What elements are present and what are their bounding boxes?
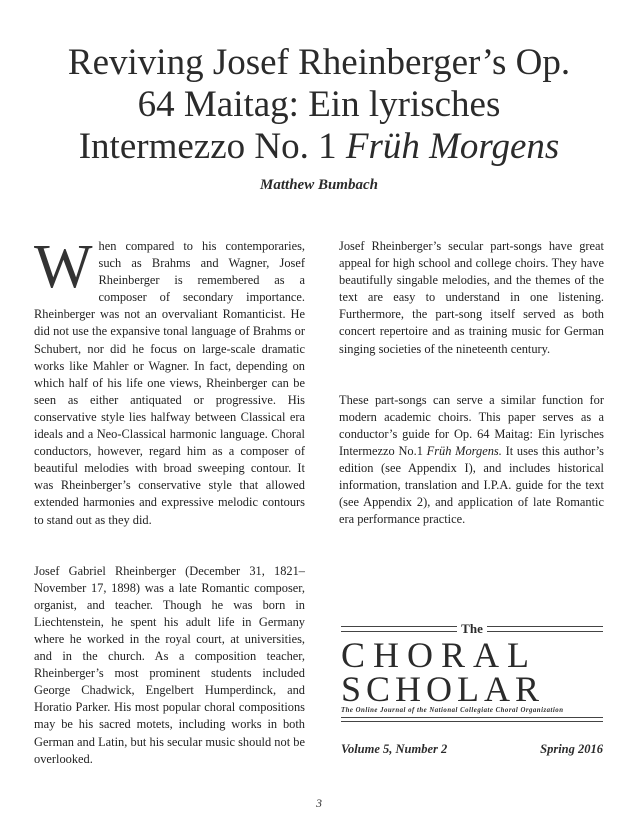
title-line-2: 64 Maitag: Ein lyrisches (137, 84, 501, 125)
author-name: Matthew Bumbach (260, 177, 378, 193)
issue-volume: Volume 5, Number 2 (341, 742, 448, 756)
drop-cap: W (34, 233, 93, 301)
right-column (339, 238, 604, 528)
logo-rule-left (341, 626, 457, 632)
logo-subtitle: The Online Journal of the National Collegiate Choral Organization (341, 707, 564, 714)
page-number: 3 (316, 796, 322, 810)
right-paragraph-1: Josef Rheinberger’s secular part-songs have great appeal for high school and college choirs. They have beautifully singable melodies, and the themes of the text are easy to understand in one listening. Furthermore, the part-song itself served as both concert repertoire and as training music for German singing societies of the nineteenth century. (339, 239, 604, 356)
right-paragraph-2 (339, 392, 604, 529)
title-line-1: Reviving Josef Rheinberger’s Op. (67, 42, 571, 83)
left-paragraph-2: Josef Gabriel Rheinberger (December 31, 1821–November 17, 1898) was a late Romantic composer, organist, and teacher. Though he was born in Liechtenstein, he spent his adult life in Germany where he worked in the royal court, at universities, and in the church. As a composition teacher, Rheinberger’s most prominent students included George Chadwick, Engelbert Humperdinck, and Horatio Parker. His most popular choral compositions may be his sacred motets, including works in both German and Latin, but his secular music should not be overlooked. (34, 563, 305, 766)
logo-the: The (461, 621, 483, 636)
title-line-3-plain: Intermezzo No. 1 (78, 126, 346, 167)
right-paragraph-2-text-b: It uses this author’s edition (see Appendix I), and includes historical information, translation and I.P.A. guide for the text (see Appendix 2), and application of late Romantic era performance practice. (339, 443, 604, 527)
logo-rule-right (487, 626, 603, 632)
right-paragraph-2-italic: Früh Morgens. (426, 443, 502, 458)
right-paragraph-2-text-a: These part-songs can serve a similar function for modern academic choirs. This paper serves as a conductor’s guide for Op. 64 Maitag: Ein lyrisches Intermezzo No.1 (339, 392, 604, 458)
logo-scholar: SCHOLAR (341, 669, 545, 709)
left-paragraph-1-text: hen compared to his contemporaries, such as Brahms and Wagner, Josef Rheinberger is remembered as a composer of secondary importance. Rheinberger was not an overvaliant Romanticist. He did not use the expansive tonal language of Brahms or Schubert, nor did he focus on large-scale dramatic works like Mahler or Wagner. In fact, depending on which half of his life one views, Rheinberger can be seen as either antiquated or progressive. His conservative style lies halfway between Classical era ideals and a Neo-Classical harmonic language. Choral conductors, however, regard him as a composer of beautiful melodies with broad sweeping contour. It was Rheinberger’s conservative style that allowed extended harmonies and expressive melodic contours to stand out as they did. (34, 239, 305, 527)
left-paragraph-1 (34, 233, 305, 529)
journal-logo (341, 620, 603, 722)
issue-season: Spring 2016 (540, 742, 603, 756)
article-title (40, 42, 598, 168)
logo-choral: CHORAL (341, 635, 538, 675)
left-column (34, 233, 305, 768)
title-line-3-italic: Früh Morgens (345, 126, 560, 167)
logo-bottom-rule (341, 717, 603, 722)
issue-info (341, 742, 603, 757)
